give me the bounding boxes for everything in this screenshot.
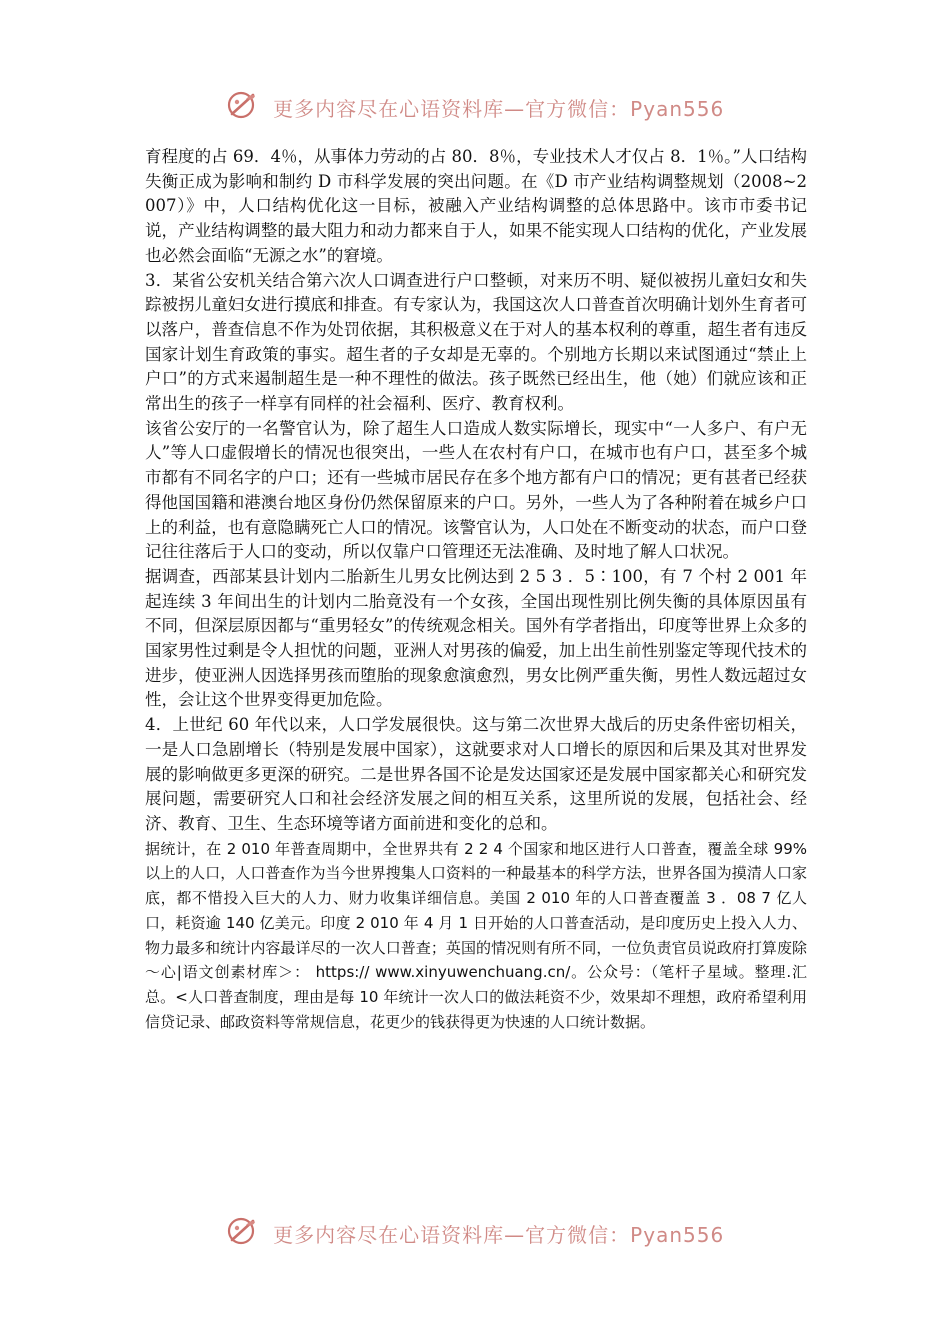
footer-watermark-banner xyxy=(0,1216,950,1251)
paragraph-4: 据调查，西部某县计划内二胎新生儿男女比例达到 2 5 3 ．5∶100，有 7 个村 2 001 年起连续 3 年间出生的计划内二胎竟没有一个女孩，全国出现性别比例失衡的具体原因虽有不同，但深层原因都与“重男轻女”的传统观念相关。国外有学者指出，印度等世界上众多的国家男性过剩是令人担忧的问题，亚洲人对男孩的偏爱，加上出生前性别鉴定等现代技术的进步，使亚洲人因选择男孩而堕胎的现象愈演愈烈，男女比例严重失衡，男性人数远超过女性，会让这个世界变得更加危险。 xyxy=(145,566,807,710)
paragraph-5: 4．上世纪 60 年代以来，人口学发展很快。这与第二次世界大战后的历史条件密切相关，一是人口急剧增长（特别是发展中国家），这就要求对人口增长的原因和后果及其对世界发展的影响做更多更深的研究。二是世界各国不论是发达国家还是发展中国家都关心和研究发展问题，需要研究人口和社会经济发展之间的相互关系，这里所说的发展，包括社会、经济、教育、卫生、生态环境等诸方面前进和变化的总和。 xyxy=(145,715,807,833)
footer-watermark-text: 更多内容尽在心语资料库—官方微信：Pyan556 xyxy=(273,1223,725,1247)
paragraph-3: 该省公安厅的一名警官认为，除了超生人口造成人数实际增长，现实中“一人多户、有户无人”等人口虚假增长的情况也很突出，一些人在农村有户口，在城市也有户口，甚至多个城市都有不同名字的户口；还有一些城市居民存在多个地方都有户口的情况；更有甚者已经获得他国国籍和港澳台地区身份仍然保留原来的户口。另外，一些人为了各种附着在城乡户口上的利益，也有意隐瞒死亡人口的情况。该警官认为，人口处在不断变动的状态，而户口登记往往落后于人口的变动，所以仅靠户口管理还无法准确、及时地了解人口状况。 xyxy=(145,418,807,562)
header-watermark-banner xyxy=(0,90,950,125)
paragraph-1: 育程度的占 69．4％，从事体力劳动的占 80．8％，专业技术人才仅占 8．1％。”人口结构失衡正成为影响和制约 D 市科学发展的突出问题。在《D 市产业结构调整规划（2008~2007）》中，人口结构优化这一目标，被融入产业结构调整的总体思路中。该市市委书记说，产业结构调整的最大阻力和动力都来自于人，如果不能实现人口结构的优化，产业发展也必然会面临“无源之水”的窘境。 xyxy=(145,147,807,265)
paragraph-2: 3．某省公安机关结合第六次人口调查进行户口整顿，对来历不明、疑似被拐儿童妇女和失踪被拐儿童妇女进行摸底和排查。有专家认为，我国这次人口普查首次明确计划外生育者可以落户，普查信息不作为处罚依据，其积极意义在于对人的基本权利的尊重，超生者有违反国家计划生育政策的事实。超生者的子女却是无辜的。个别地方长期以来试图通过“禁止上户口”的方式来遏制超生是一种不理性的做法。孩子既然已经出生，他（她）们就应该和正常出生的孩子一样享有同样的社会福利、医疗、教育权利。 xyxy=(145,270,807,414)
pen-flower-logo-icon xyxy=(226,90,260,125)
pen-flower-logo-icon xyxy=(226,1216,260,1251)
header-watermark-text: 更多内容尽在心语资料库—官方微信：Pyan556 xyxy=(273,97,725,121)
paragraph-6: 据统计，在 2 010 年普查周期中，全世界共有 2 2 4 个国家和地区进行人口普查，覆盖全球 99%以上的人口，人口普查作为当今世界搜集人口资料的一种最基本的科学方法，世界各国为摸清人口家底，都不惜投入巨大的人力、财力收集详细信息。美国 2 010 年的人口普查覆盖 3 ．08 7 亿人口，耗资逾 140 亿美元。印度 2 010 年 4 月 1 日开始的人口普查活动，是印度历史上投入人力、物力最多和统计内容最详尽的一次人口普查；英国的情况则有所不同，一位负责官员说政府打算废除～心|语文创素材库＞： https:// www.xinyuwenchuang.cn/。公众号：（笔杆子星域。整理.汇总。<人口普查制度，理由是每 10 年统计一次人口的做法耗资不少，效果却不理想，政府希望利用信贷记录、邮政资料等常规信息，花更少的钱获得更为快速的人口统计数据。 xyxy=(145,839,807,1031)
document-body xyxy=(145,145,807,1034)
